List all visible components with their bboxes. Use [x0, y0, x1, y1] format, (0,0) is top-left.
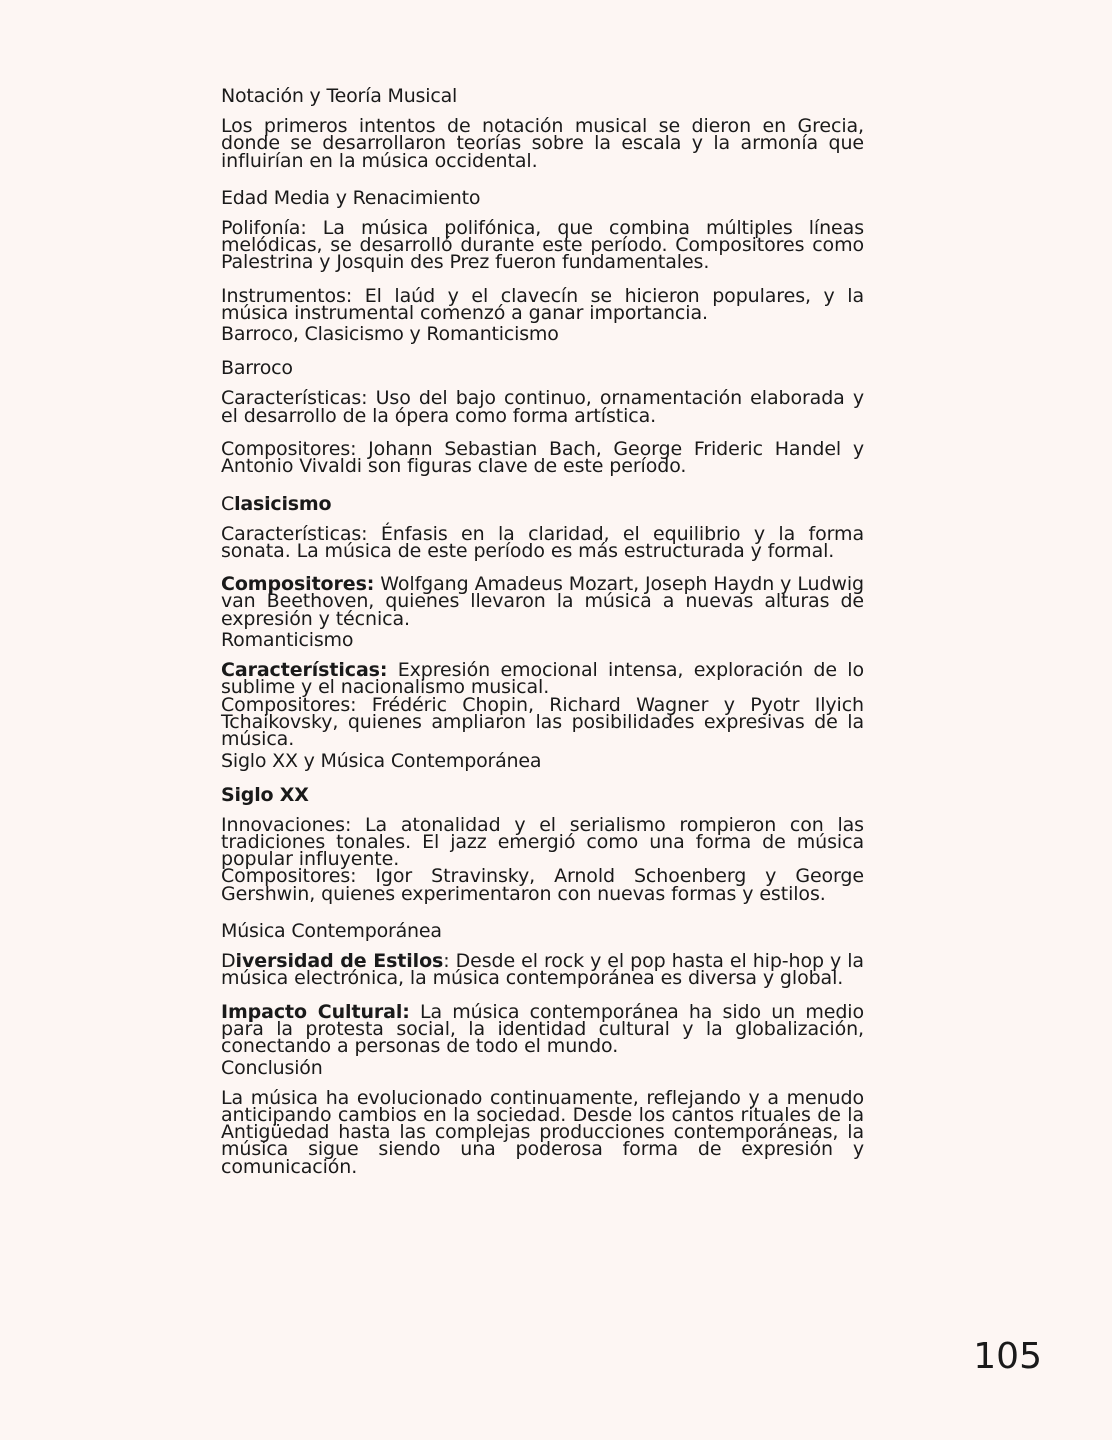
- diversidad-text: : Desde el rock y el pop hasta el hip-hop y la música electrónica, la música contemporánea es diversa y global.: [221, 950, 864, 990]
- heading-contemporanea: Música Contemporánea: [221, 920, 442, 943]
- paragraph-clasicismo-caracteristicas: Características: Énfasis en la claridad, el equilibrio y la forma sonata. La música de este período es más estructurada y formal.: [221, 522, 864, 562]
- diversidad-initial: D: [221, 950, 236, 973]
- paragraph-polifonia: Polifonía: La música polifónica, que combina múltiples líneas melódicas, se desarrolló durante este período. Compositores como Palestrina y Josquin des Prez fueron fundamentales.: [221, 216, 864, 274]
- clasicismo-compositores-text: Wolfgang Amadeus Mozart, Joseph Haydn y Ludwig van Beethoven, quienes llevaron la música a nuevas alturas de expresión y técnica.: [221, 573, 864, 630]
- paragraph-conclusion: La música ha evolucionado continuamente, reflejando y a menudo anticipando cambios en la sociedad. Desde los cantos rituales de la Antigüedad hasta las complejas producciones contemporáneas, la música sigue siendo una poderosa forma de expresión y comunicación.: [221, 1086, 864, 1178]
- paragraph-notacion: Los primeros intentos de notación musical se dieron en Grecia, donde se desarrollaron teorías sobre la escala y la armonía que influirían en la música occidental.: [221, 115, 864, 172]
- romanticismo-caracteristicas-label: Características:: [221, 659, 388, 682]
- romanticismo-caracteristicas-text: Expresión emocional intensa, exploración de lo sublime y el nacionalismo musical.: [221, 659, 864, 699]
- paragraph-clasicismo-compositores: [221, 573, 864, 630]
- paragraph-barroco-compositores: Compositores: Johann Sebastian Bach, George Frideric Handel y Antonio Vivaldi son figuras clave de este período.: [221, 437, 864, 478]
- impacto-text: La música contemporánea ha sido un medio para la protesta social, la identidad cultural y la globalización, conectando a personas de todo el mundo.: [221, 1000, 864, 1058]
- paragraph-innovaciones: Innovaciones: La atonalidad y el serialismo rompieron con las tradiciones tonales. El jazz emergió como una forma de música popular influyente.: [221, 813, 864, 871]
- heading-siglo-xx-contemporanea: Siglo XX y Música Contemporánea: [221, 749, 542, 772]
- page-number: 105: [973, 1336, 1042, 1377]
- impacto-label: Impacto Cultural:: [221, 1000, 410, 1023]
- heading-barroco-clasicismo-romanticismo: Barroco, Clasicismo y Romanticismo: [221, 323, 559, 346]
- paragraph-instrumentos: Instrumentos: El laúd y el clavecín se hicieron populares, y la música instrumental comenzó a ganar importancia.: [221, 284, 864, 325]
- heading-clasicismo: [221, 492, 864, 516]
- diversidad-label: iversidad de Estilos: [235, 950, 444, 973]
- clasicismo-compositores-label: Compositores:: [221, 573, 375, 596]
- paragraph-romanticismo-caracteristicas: [221, 659, 864, 699]
- heading-edad-media: Edad Media y Renacimiento: [221, 186, 481, 209]
- heading-notacion: Notación y Teoría Musical: [221, 85, 458, 107]
- heading-conclusion: Conclusión: [221, 1056, 323, 1079]
- heading-romanticismo: Romanticismo: [221, 629, 354, 652]
- paragraph-barroco-caracteristicas: Características: Uso del bajo continuo, ornamentación elaborada y el desarrollo de la ópera como forma artística.: [221, 387, 864, 427]
- paragraph-impacto: [221, 1000, 864, 1058]
- paragraph-diversidad: [221, 950, 864, 990]
- heading-clasicismo-initial: C: [221, 492, 235, 515]
- heading-siglo-xx: Siglo XX: [221, 783, 309, 806]
- heading-clasicismo-rest: lasicismo: [234, 492, 332, 515]
- heading-barroco: Barroco: [221, 357, 293, 380]
- paragraph-romanticismo-compositores: Compositores: Frédéric Chopin, Richard Wagner y Pyotr Ilyich Tchaikovsky, quienes ampliaron las posibilidades expresivas de la música.: [221, 693, 864, 751]
- paragraph-siglo-xx-compositores: Compositores: Igor Stravinsky, Arnold Schoenberg y George Gershwin, quienes experimentaron con nuevas formas y estilos.: [221, 865, 864, 905]
- document-body: [221, 84, 864, 1192]
